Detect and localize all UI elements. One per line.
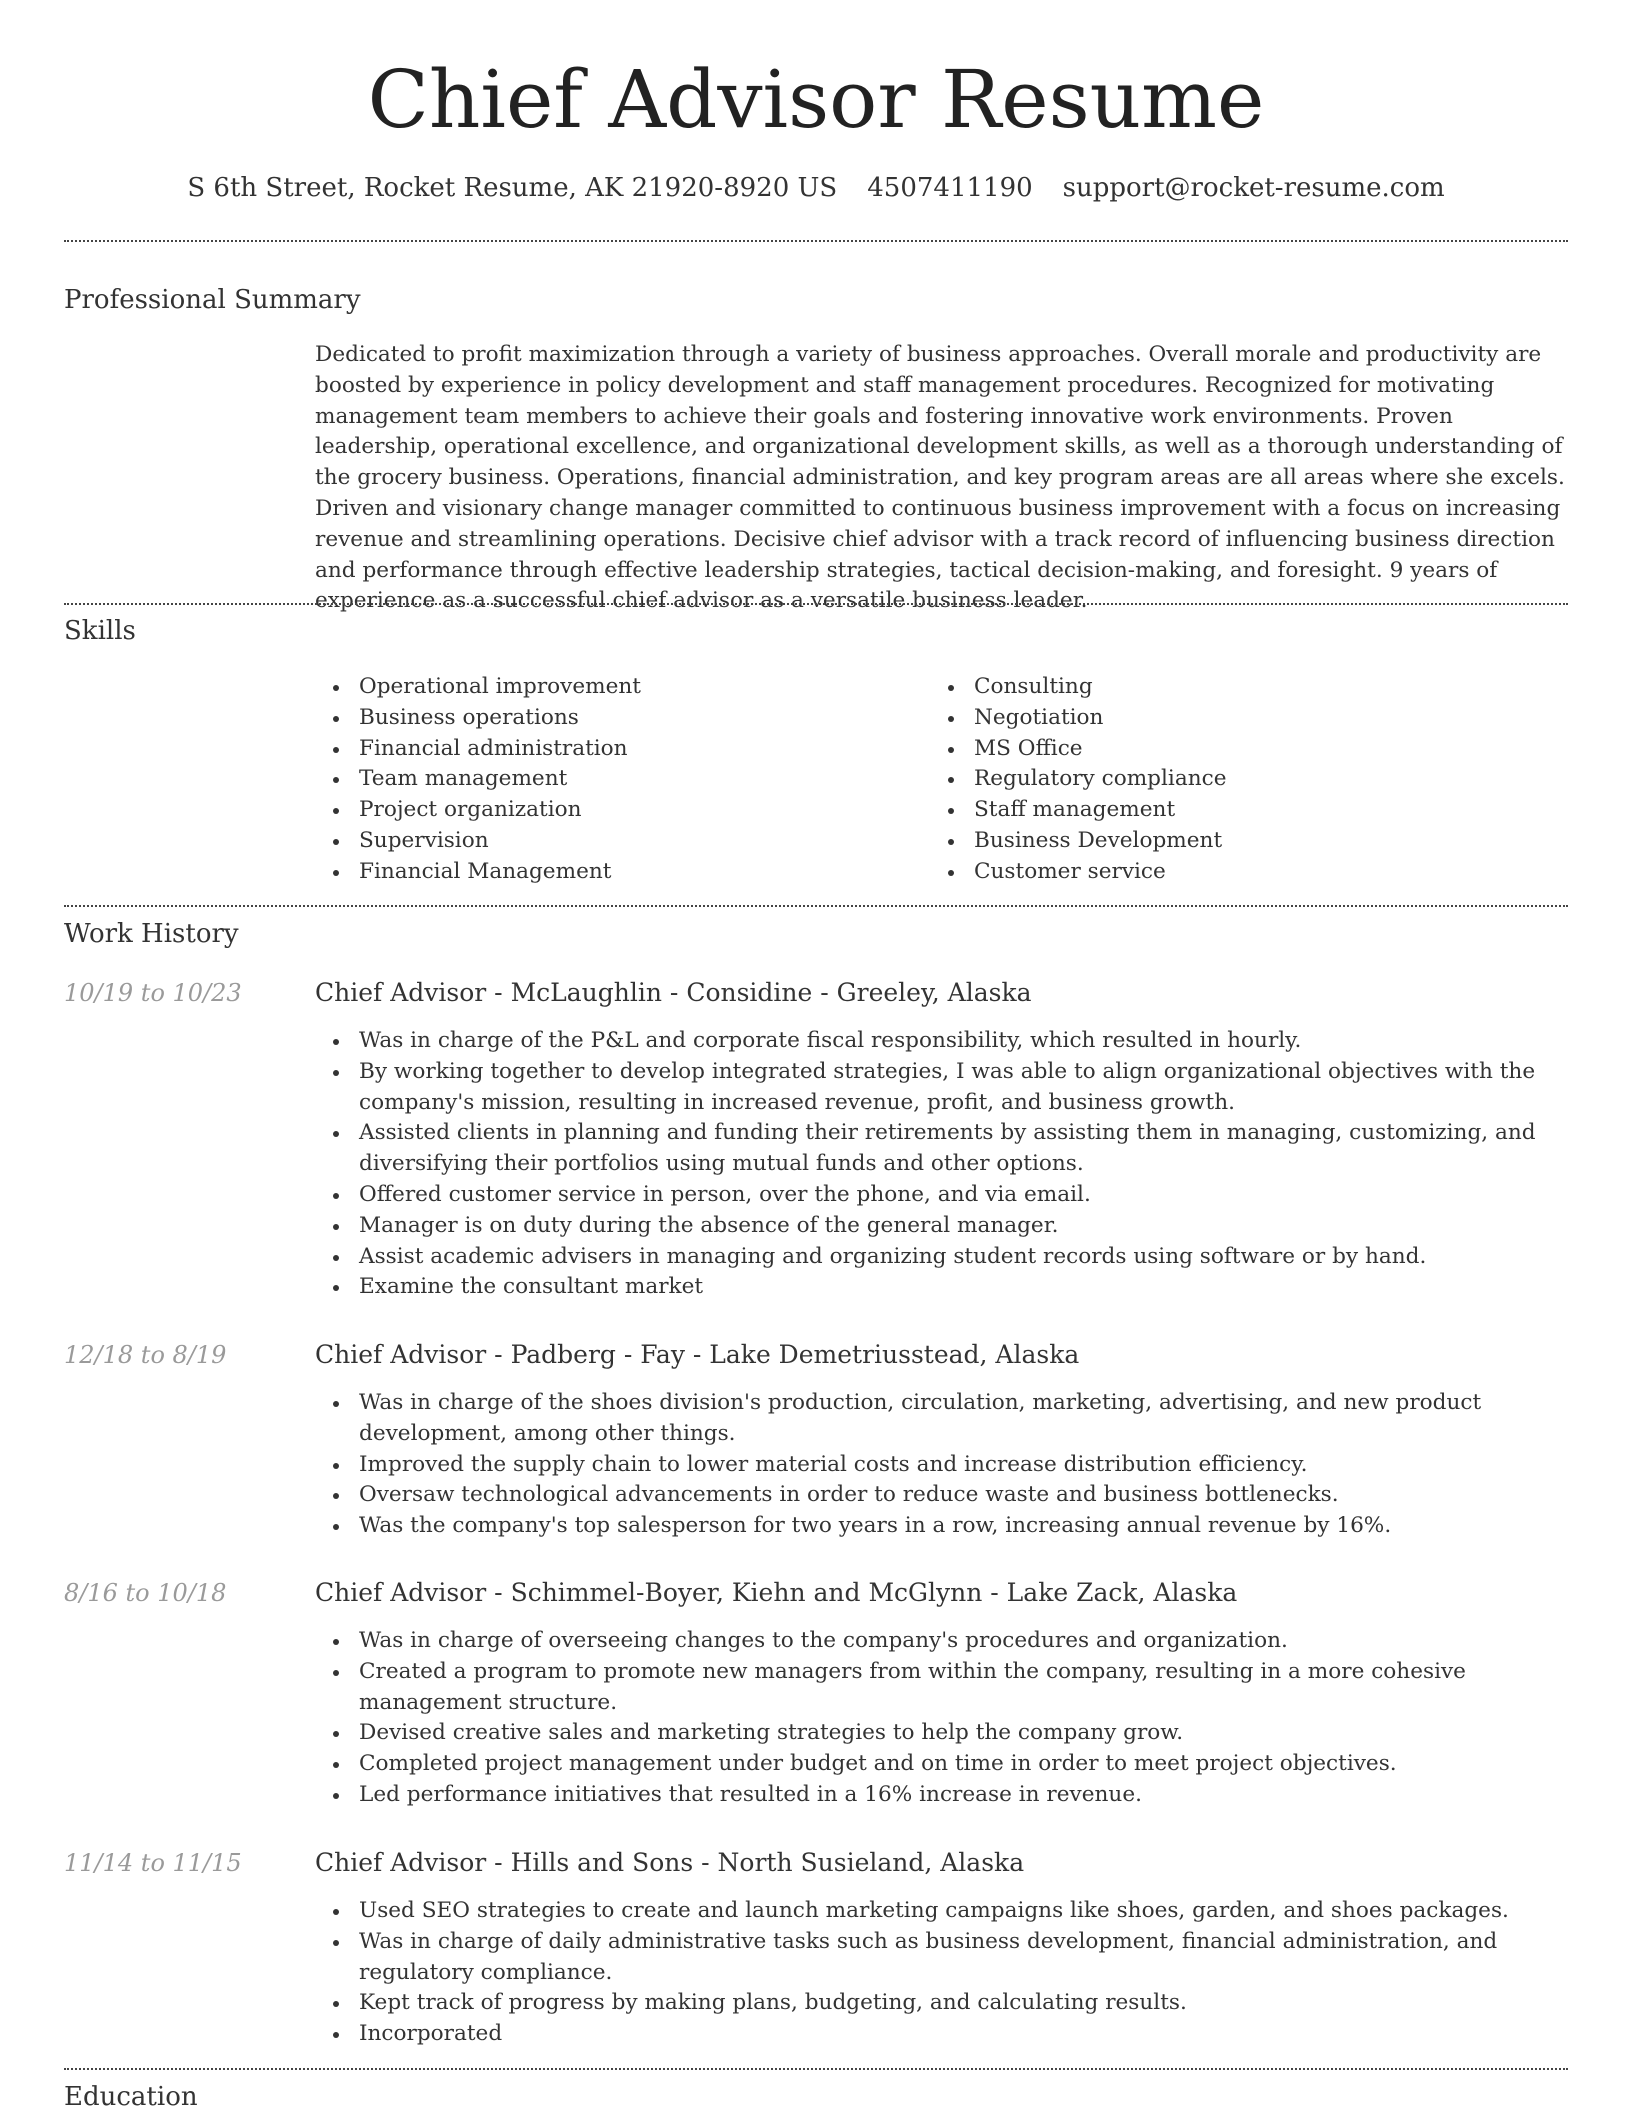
job-bullet: Manager is on duty during the absence of the general manager.: [315, 1211, 1570, 1242]
job-bullet: Improved the supply chain to lower material costs and increase distribution efficiency.: [315, 1450, 1570, 1481]
skill-item: Business Development: [930, 826, 1490, 857]
job-bullet: Kept track of progress by making plans, budgeting, and calculating results.: [315, 1988, 1570, 2019]
job-bullet: Was the company's top salesperson for two years in a row, increasing annual revenue by 16%.: [315, 1511, 1570, 1542]
job-dates: 8/16 to 10/18: [64, 1579, 227, 1607]
skill-item: Team management: [315, 764, 875, 795]
job-bullet: Oversaw technological advancements in order to reduce waste and business bottlenecks.: [315, 1480, 1570, 1511]
skill-item: Supervision: [315, 826, 875, 857]
resume-title: Chief Advisor Resume: [367, 53, 1265, 146]
summary-heading: Professional Summary: [64, 285, 361, 315]
job-bullet: Completed project management under budget and on time in order to meet project objectives.: [315, 1749, 1570, 1780]
job-bullet: Was in charge of the P&L and corporate fiscal responsibility, which resulted in hourly.: [315, 1026, 1570, 1057]
skill-item: Customer service: [930, 857, 1490, 888]
job-bullet: Used SEO strategies to create and launch marketing campaigns like shoes, garden, and shoes packages.: [315, 1896, 1570, 1927]
job-title: Chief Advisor - Padberg - Fay - Lake Demetriusstead, Alaska: [315, 1340, 1080, 1369]
job-bullet: Was in charge of the shoes division's production, circulation, marketing, advertising, and new product development, among other things.: [315, 1388, 1570, 1450]
section-divider: [64, 2068, 1568, 2070]
job-title: Chief Advisor - Schimmel-Boyer, Kiehn and McGlynn - Lake Zack, Alaska: [315, 1578, 1238, 1607]
skill-item: Consulting: [930, 672, 1490, 703]
skills-list-left: [315, 672, 875, 888]
job-bullet: Was in charge of overseeing changes to the company's procedures and organization.: [315, 1626, 1570, 1657]
job-dates: 11/14 to 11/15: [64, 1849, 242, 1877]
job-bullet: Led performance initiatives that resulted in a 16% increase in revenue.: [315, 1780, 1570, 1811]
contact-line: [0, 170, 1632, 206]
skill-item: Staff management: [930, 795, 1490, 826]
section-divider: [64, 603, 1568, 605]
job-title: Chief Advisor - Hills and Sons - North Susieland, Alaska: [315, 1848, 1025, 1877]
skill-item: MS Office: [930, 734, 1490, 765]
job-bullet: Assist academic advisers in managing and organizing student records using software or by hand.: [315, 1242, 1570, 1273]
job-bullet: Devised creative sales and marketing strategies to help the company grow.: [315, 1718, 1570, 1749]
section-divider: [64, 905, 1568, 907]
skill-item: Financial Management: [315, 857, 875, 888]
job-bullet: Assisted clients in planning and funding their retirements by assisting them in managing, customizing, and diversifying their portfolios using mutual funds and other options.: [315, 1118, 1570, 1180]
job-bullets: [315, 1026, 1570, 1303]
contact-address: S 6th Street, Rocket Resume, AK 21920-8920 US: [187, 173, 838, 203]
job-bullet: Offered customer service in person, over the phone, and via email.: [315, 1180, 1570, 1211]
job-bullet: Was in charge of daily administrative tasks such as business development, financial administration, and regulatory compliance.: [315, 1927, 1570, 1989]
job-bullets: [315, 1388, 1570, 1542]
job-bullet: Examine the consultant market: [315, 1272, 1570, 1303]
summary-text: Dedicated to profit maximization through a variety of business approaches. Overall morale and productivity are boosted by experience in policy development and staff management procedures. Recognized for motivating management team members to achieve their goals and fostering innovative work environments. Proven leadership, operational excellence, and organizational development skills, as well as a thorough understanding of the grocery business. Operations, financial administration, and key program areas are all areas where she excels. Driven and visionary change manager committed to continuous business improvement with a focus on increasing revenue and streamlining operations. Decisive chief advisor with a track record of influencing business direction and performance through effective leadership strategies, tactical decision-making, and foresight. 9 years of experience as a successful chief advisor as a versatile business leader.: [315, 342, 1565, 614]
skill-item: Business operations: [315, 703, 875, 734]
job-title: Chief Advisor - McLaughlin - Considine - Greeley, Alaska: [315, 978, 1032, 1007]
skills-heading: Skills: [64, 616, 136, 646]
job-bullets: [315, 1896, 1570, 2050]
job-bullets: [315, 1626, 1570, 1811]
job-bullet: By working together to develop integrated strategies, I was able to align organizational objectives with the company's mission, resulting in increased revenue, profit, and business growth.: [315, 1057, 1570, 1119]
job-bullet: Incorporated: [315, 2019, 1570, 2050]
skill-item: Operational improvement: [315, 672, 875, 703]
skills-list-right: [930, 672, 1490, 888]
education-heading: Education: [64, 2082, 198, 2112]
skill-item: Project organization: [315, 795, 875, 826]
job-bullet: Created a program to promote new managers from within the company, resulting in a more cohesive management structure.: [315, 1657, 1570, 1719]
section-divider: [64, 240, 1568, 242]
job-dates: 12/18 to 8/19: [64, 1341, 227, 1369]
skill-item: Regulatory compliance: [930, 764, 1490, 795]
contact-phone: 4507411190: [867, 173, 1033, 203]
skill-item: Negotiation: [930, 703, 1490, 734]
job-dates: 10/19 to 10/23: [64, 979, 242, 1007]
work-heading: Work History: [64, 919, 239, 949]
contact-email: support@rocket-resume.com: [1062, 173, 1445, 203]
skill-item: Financial administration: [315, 734, 875, 765]
